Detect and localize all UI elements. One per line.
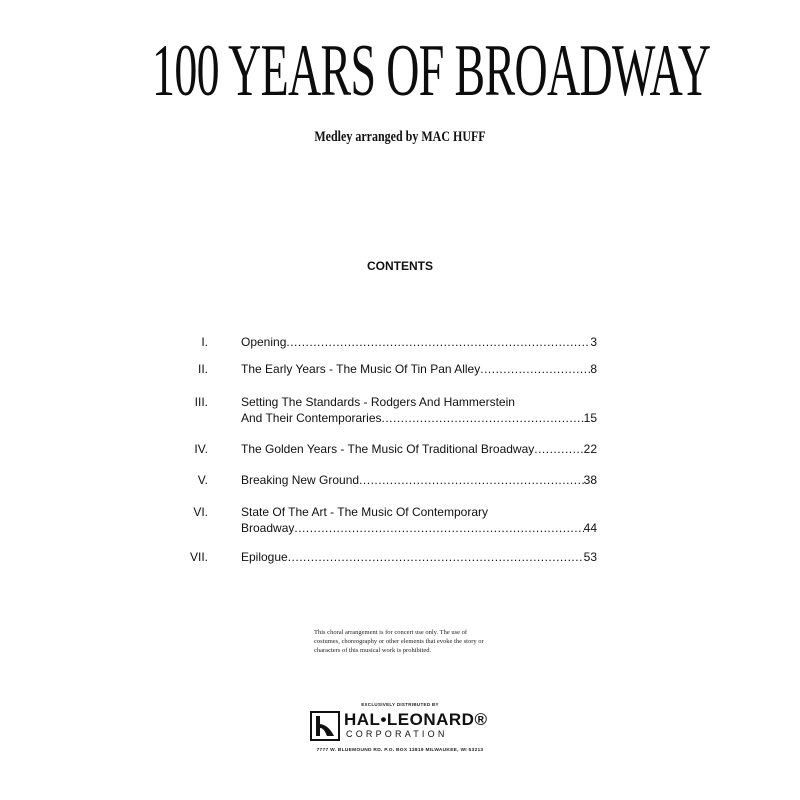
toc-entry-line	[241, 334, 597, 350]
toc-entry-body	[241, 504, 597, 536]
distributed-by-label: EXCLUSIVELY DISTRIBUTED BY	[361, 702, 439, 707]
toc-entry-title: Epilogue	[241, 550, 288, 564]
hal-leonard-logo-icon	[310, 711, 340, 741]
toc-entry-line	[241, 410, 597, 426]
toc-entry-body	[241, 394, 597, 426]
page-title: 100 YEARS OF BROADWAY	[152, 30, 711, 112]
toc-entry-line	[241, 441, 597, 457]
toc-dot-leader	[294, 520, 583, 536]
publisher-address: 7777 W. BLUEMOUND RD. P.O. BOX 13819 MILWAUKEE, WI 53213	[316, 748, 484, 753]
toc-entry-page: 15	[583, 411, 597, 425]
toc-entry-page: 38	[583, 473, 597, 487]
toc-entry-number: VII.	[189, 550, 208, 564]
toc-entry-title: The Golden Years - The Music Of Traditional Broadway	[241, 442, 535, 456]
toc-entry-number: II.	[197, 362, 208, 376]
toc-entry-page: 8	[590, 362, 597, 376]
toc-entry-page: 22	[583, 442, 597, 456]
publisher-corporation: CORPORATION	[346, 729, 448, 739]
toc-entry-title: Breaking New Ground	[241, 473, 360, 487]
toc-entry-line	[241, 394, 597, 410]
toc-entry-number: I.	[201, 335, 208, 349]
toc-entry-body	[241, 472, 597, 488]
arranger-credit: Medley arranged by MAC HUFF	[314, 129, 486, 145]
usage-notice: This choral arrangement is for concert use only. The use of costumes, choreography or other elements that evoke the story or characters of this musical work is prohibited.	[314, 629, 484, 654]
toc-entry-title: The Early Years - The Music Of Tin Pan Alley	[241, 362, 481, 376]
toc-entry-line	[241, 361, 597, 377]
toc-dot-leader	[480, 361, 590, 377]
toc-entry-number: III.	[194, 395, 208, 409]
toc-dot-leader	[534, 441, 583, 457]
toc-entry-body	[241, 334, 597, 350]
toc-entry-body	[241, 549, 597, 565]
toc-entry-number: VI.	[193, 505, 208, 519]
toc-entry-title: Broadway	[241, 521, 295, 535]
toc-entry-page: 53	[583, 550, 597, 564]
toc-entry-line	[241, 549, 597, 565]
toc-entry-line	[241, 504, 597, 520]
toc-dot-leader	[288, 549, 584, 565]
toc-dot-leader	[382, 410, 584, 426]
toc-entry-page: 3	[590, 335, 597, 349]
toc-entry-line	[241, 472, 597, 488]
toc-entry-body	[241, 361, 597, 377]
publisher-block	[310, 711, 500, 745]
toc-entry-title: State Of The Art - The Music Of Contemporary	[241, 505, 488, 519]
toc-entry-title: Setting The Standards - Rodgers And Hammerstein	[241, 395, 515, 409]
toc-dot-leader	[286, 334, 590, 350]
toc-entry-number: V.	[197, 473, 208, 487]
toc-dot-leader	[359, 472, 584, 488]
toc-entry-title: Opening	[241, 335, 287, 349]
toc-entry-page: 44	[583, 521, 597, 535]
contents-heading: CONTENTS	[367, 259, 433, 273]
publisher-name: HAL•LEONARD®	[344, 710, 488, 729]
toc-entry-title: And Their Contemporaries	[241, 411, 382, 425]
toc-entry-number: IV.	[194, 442, 208, 456]
toc-entry-body	[241, 441, 597, 457]
toc-entry-line	[241, 520, 597, 536]
